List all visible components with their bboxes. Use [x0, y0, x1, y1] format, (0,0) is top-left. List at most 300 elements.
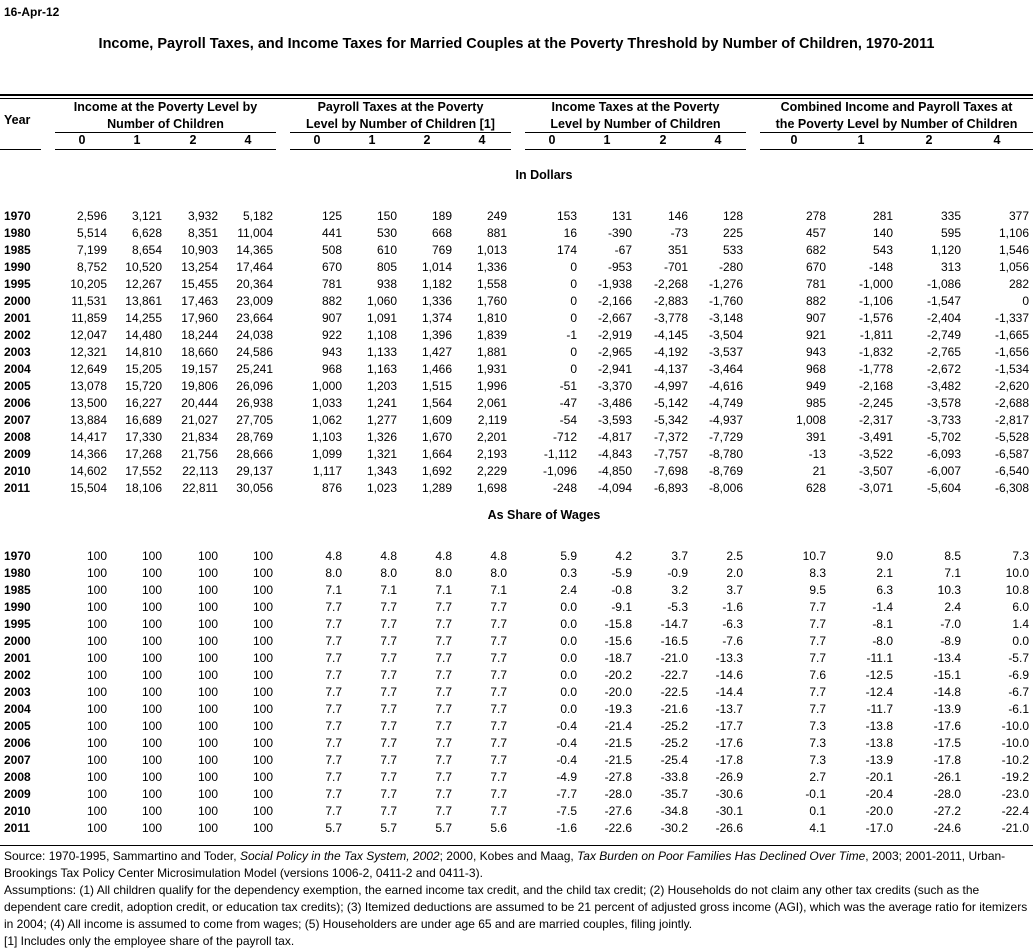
cell-value: -15.6	[604, 634, 632, 648]
cell-value: 1,336	[421, 294, 452, 308]
cell-value: -14.4	[715, 685, 743, 699]
cell-value: 2.7	[809, 770, 826, 784]
row-year: 2002	[4, 668, 31, 682]
cell-value: -2,404	[926, 311, 961, 325]
cell-value: 8.3	[809, 566, 826, 580]
cell-value: 7.7	[490, 753, 507, 767]
cell-value: 0.0	[560, 685, 577, 699]
row-year: 2010	[4, 804, 31, 818]
cell-value: 100	[197, 651, 218, 665]
cell-value: 21	[812, 464, 826, 478]
cell-value: -5.3	[667, 600, 688, 614]
cell-value: 7.7	[380, 787, 397, 801]
cell-value: 100	[141, 651, 162, 665]
cell-value: 7.7	[380, 651, 397, 665]
cell-value: 1,321	[366, 447, 397, 461]
cell-value: 100	[86, 600, 107, 614]
cell-value: -3,733	[926, 413, 961, 427]
cell-value: 6.3	[876, 583, 893, 597]
cell-value: 12,267	[125, 277, 162, 291]
table-row	[0, 736, 1033, 753]
cell-value: 14,366	[70, 447, 107, 461]
cell-value: 7.7	[325, 804, 342, 818]
cell-value: 882	[321, 294, 342, 308]
cell-value: -11.7	[866, 702, 893, 716]
cell-value: -701	[663, 260, 688, 274]
children-count-header: 4	[244, 133, 252, 147]
cell-value: 7.7	[325, 702, 342, 716]
cell-value: 968	[805, 362, 826, 376]
cell-value: 1,427	[421, 345, 452, 359]
cell-value: 0	[1022, 294, 1029, 308]
cell-value: 21,756	[181, 447, 218, 461]
cell-value: 1,760	[476, 294, 507, 308]
cell-value: 8.0	[380, 566, 397, 580]
cell-value: -7.7	[556, 787, 577, 801]
cell-value: 1,515	[421, 379, 452, 393]
table-row	[0, 651, 1033, 668]
cell-value: 1,664	[421, 447, 452, 461]
cell-value: 125	[321, 209, 342, 223]
cell-value: 100	[252, 719, 273, 733]
footnotes	[4, 848, 1029, 950]
cell-value: 249	[486, 209, 507, 223]
row-year: 2004	[4, 362, 31, 376]
table-row	[0, 396, 1033, 413]
cell-value: 7.7	[435, 685, 452, 699]
cell-value: -3,148	[708, 311, 743, 325]
cell-value: -2,245	[858, 396, 893, 410]
cell-value: 7.7	[435, 651, 452, 665]
cell-value: 4.2	[615, 549, 632, 563]
cell-value: -2,620	[994, 379, 1029, 393]
cell-value: -20.1	[865, 770, 893, 784]
cell-value: -1,547	[926, 294, 961, 308]
cell-value: 943	[805, 345, 826, 359]
group-header-line2: Level by Number of Children	[550, 117, 721, 131]
cell-value: 100	[86, 617, 107, 631]
cell-value: -6.7	[1008, 685, 1029, 699]
cell-value: 17,960	[181, 311, 218, 325]
cell-value: 0.0	[560, 668, 577, 682]
cell-value: 23,664	[236, 311, 273, 325]
cell-value: 100	[86, 719, 107, 733]
cell-value: 11,531	[71, 294, 107, 308]
cell-value: -17.6	[933, 719, 961, 733]
cell-value: 0.3	[560, 566, 577, 580]
cell-value: -25.4	[660, 753, 688, 767]
cell-value: 100	[197, 736, 218, 750]
cell-value: 7.7	[490, 804, 507, 818]
cell-value: -22.7	[660, 668, 688, 682]
cell-value: 7.3	[809, 736, 826, 750]
cell-value: 9.5	[809, 583, 826, 597]
cell-value: -6.1	[1008, 702, 1029, 716]
cell-value: -248	[552, 481, 577, 495]
cell-value: -4,937	[708, 413, 743, 427]
cell-value: -2,817	[994, 413, 1029, 427]
cell-value: -1,656	[994, 345, 1029, 359]
table-row	[0, 549, 1033, 566]
cell-value: 2.4	[560, 583, 577, 597]
group-header-0	[55, 99, 276, 133]
cell-value: 12,321	[70, 345, 107, 359]
cell-value: 2,193	[476, 447, 507, 461]
cell-value: -5,342	[653, 413, 688, 427]
cell-value: 1,466	[421, 362, 452, 376]
cell-value: -20.2	[604, 668, 632, 682]
cell-value: -4,997	[653, 379, 688, 393]
cell-value: 225	[722, 226, 743, 240]
cell-value: 7.3	[809, 753, 826, 767]
cell-value: -1	[566, 328, 577, 342]
cell-value: 100	[197, 566, 218, 580]
cell-value: 22,811	[182, 481, 218, 495]
table-row	[0, 260, 1033, 277]
cell-value: -3,578	[926, 396, 961, 410]
cell-value: -25.2	[660, 736, 688, 750]
cell-value: 1,120	[930, 243, 961, 257]
table-row	[0, 719, 1033, 736]
cell-value: 1,000	[311, 379, 342, 393]
cell-value: 5.7	[325, 821, 342, 835]
cell-value: -13.8	[865, 719, 893, 733]
row-year: 2006	[4, 736, 31, 750]
cell-value: 7.7	[490, 617, 507, 631]
cell-value: -5,702	[926, 430, 961, 444]
cell-value: 15,205	[125, 362, 162, 376]
group-header-line1: Income Taxes at the Poverty	[551, 100, 720, 114]
children-count-header: 0	[790, 133, 798, 147]
cell-value: -4,843	[597, 447, 632, 461]
cell-value: 18,106	[125, 481, 162, 495]
cell-value: -4,616	[708, 379, 743, 393]
table-row	[0, 685, 1033, 702]
cell-value: 6,628	[131, 226, 162, 240]
cell-value: -25.2	[660, 719, 688, 733]
cell-value: 7.7	[435, 634, 452, 648]
cell-value: -1,096	[542, 464, 577, 478]
cell-value: 7.1	[490, 583, 507, 597]
cell-value: -4,850	[597, 464, 632, 478]
cell-value: -17.8	[933, 753, 961, 767]
cell-value: 100	[252, 583, 273, 597]
cell-value: 100	[86, 736, 107, 750]
cell-value: 682	[805, 243, 826, 257]
cell-value: -8.9	[940, 634, 961, 648]
cell-value: 100	[141, 787, 162, 801]
cell-value: 7.7	[380, 770, 397, 784]
children-count-header: 0	[548, 133, 556, 147]
cell-value: 100	[252, 685, 273, 699]
row-year: 2010	[4, 464, 31, 478]
group-header-line2: Level by Number of Children [1]	[306, 117, 495, 131]
children-count-header: 1	[368, 133, 376, 147]
table-row	[0, 821, 1033, 838]
cell-value: 10.7	[802, 549, 826, 563]
table-row	[0, 617, 1033, 634]
cell-value: 23,009	[236, 294, 273, 308]
cell-value: 922	[321, 328, 342, 342]
table-row	[0, 702, 1033, 719]
table-row	[0, 804, 1033, 821]
cell-value: -7,372	[653, 430, 688, 444]
row-year: 1995	[4, 277, 31, 291]
cell-value: -6,308	[994, 481, 1029, 495]
cell-value: 153	[556, 209, 577, 223]
cell-value: 16,689	[125, 413, 162, 427]
cell-value: 22,113	[182, 464, 218, 478]
cell-value: 128	[722, 209, 743, 223]
cell-value: -7.6	[722, 634, 743, 648]
cell-value: 985	[805, 396, 826, 410]
cell-value: 391	[805, 430, 826, 444]
source-title-2: Tax Burden on Poor Families Has Declined Over Time	[577, 849, 866, 863]
cell-value: -54	[559, 413, 577, 427]
cell-value: 882	[805, 294, 826, 308]
cell-value: 0	[570, 362, 577, 376]
cell-value: -7,757	[653, 447, 688, 461]
cell-value: 10.3	[937, 583, 961, 597]
source-suffix: , 2003; 2001-2011, Urban-Brookings Tax Policy Center Microsimulation Model (versions 1006-2, 0411-2 and 0411-3).	[4, 849, 1006, 880]
cell-value: 100	[86, 787, 107, 801]
cell-value: -4,817	[597, 430, 632, 444]
cell-value: -20.0	[604, 685, 632, 699]
cell-value: -13.3	[715, 651, 743, 665]
cell-value: -0.4	[556, 719, 577, 733]
cell-value: 0.0	[1012, 634, 1029, 648]
cell-value: 26,096	[236, 379, 273, 393]
cell-value: -6,540	[994, 464, 1029, 478]
cell-value: 7.7	[435, 702, 452, 716]
cell-value: -27.2	[933, 804, 961, 818]
cell-value: 351	[667, 243, 688, 257]
row-year: 1995	[4, 617, 31, 631]
cell-value: 7.7	[380, 600, 397, 614]
cell-value: -23.0	[1001, 787, 1029, 801]
row-year: 2008	[4, 430, 31, 444]
cell-value: 14,480	[125, 328, 162, 342]
cell-value: -3,507	[858, 464, 893, 478]
row-year: 2011	[4, 481, 31, 495]
cell-value: -14.8	[933, 685, 961, 699]
cell-value: 7.7	[435, 668, 452, 682]
cell-value: -3,778	[653, 311, 688, 325]
cell-value: 28,666	[236, 447, 273, 461]
cell-value: -2,268	[653, 277, 688, 291]
cell-value: -20.0	[865, 804, 893, 818]
cell-value: 7.1	[380, 583, 397, 597]
cell-value: 15,504	[70, 481, 107, 495]
cell-value: 907	[805, 311, 826, 325]
cell-value: -6,093	[926, 447, 961, 461]
children-underline-0	[55, 149, 276, 150]
cell-value: -8,006	[708, 481, 743, 495]
cell-value: 100	[141, 719, 162, 733]
cell-value: 1,564	[421, 396, 452, 410]
cell-value: 7.7	[380, 753, 397, 767]
cell-value: 10,520	[125, 260, 162, 274]
cell-value: 7.7	[809, 702, 826, 716]
cell-value: 100	[141, 821, 162, 835]
cell-value: -21.5	[604, 753, 632, 767]
cell-value: 12,047	[70, 328, 107, 342]
row-year: 2000	[4, 634, 31, 648]
cell-value: -2,168	[858, 379, 893, 393]
cell-value: 100	[197, 617, 218, 631]
table-row	[0, 277, 1033, 294]
cell-value: -0.1	[805, 787, 826, 801]
cell-value: 100	[197, 702, 218, 716]
cell-value: 7.7	[325, 600, 342, 614]
cell-value: -17.5	[933, 736, 961, 750]
cell-value: 17,268	[125, 447, 162, 461]
table-row	[0, 362, 1033, 379]
cell-value: -3,593	[597, 413, 632, 427]
cell-value: -12.5	[865, 668, 893, 682]
cell-value: -19.3	[604, 702, 632, 716]
cell-value: 1,609	[421, 413, 452, 427]
cell-value: 2,229	[476, 464, 507, 478]
cell-value: 7.7	[809, 685, 826, 699]
cell-value: -16.5	[660, 634, 688, 648]
cell-value: 150	[376, 209, 397, 223]
cell-value: 1,698	[476, 481, 507, 495]
cell-value: 441	[321, 226, 342, 240]
cell-value: -1,760	[708, 294, 743, 308]
cell-value: -27.8	[604, 770, 632, 784]
cell-value: -6,587	[994, 447, 1029, 461]
cell-value: 7.7	[325, 617, 342, 631]
cell-value: 1,117	[312, 464, 342, 478]
cell-value: -13	[808, 447, 826, 461]
table-row	[0, 566, 1033, 583]
cell-value: 13,884	[70, 413, 107, 427]
source-title-1: Social Policy in the Tax System, 2002	[239, 849, 440, 863]
cell-value: 7.7	[435, 787, 452, 801]
cell-value: 7.7	[380, 719, 397, 733]
cell-value: -0.8	[611, 583, 632, 597]
table-row	[0, 634, 1033, 651]
cell-value: 8.0	[490, 566, 507, 580]
cell-value: 938	[376, 277, 397, 291]
cell-value: 313	[940, 260, 961, 274]
cell-value: -73	[670, 226, 688, 240]
row-year: 2007	[4, 753, 31, 767]
cell-value: 100	[86, 685, 107, 699]
cell-value: 278	[805, 209, 826, 223]
cell-value: 1,106	[998, 226, 1029, 240]
cell-value: 100	[197, 821, 218, 835]
cell-value: -8,769	[708, 464, 743, 478]
cell-value: 100	[141, 600, 162, 614]
cell-value: 7.7	[490, 634, 507, 648]
cell-value: 8,654	[131, 243, 162, 257]
cell-value: 7.7	[435, 736, 452, 750]
cell-value: 1,241	[366, 396, 397, 410]
cell-value: 530	[376, 226, 397, 240]
cell-value: -3,486	[597, 396, 632, 410]
cell-value: 670	[321, 260, 342, 274]
cell-value: 17,463	[181, 294, 218, 308]
cell-value: 100	[252, 753, 273, 767]
source-mid: ; 2000, Kobes and Maag,	[439, 849, 578, 863]
cell-value: 1,062	[311, 413, 342, 427]
row-year: 2000	[4, 294, 31, 308]
cell-value: 7.7	[380, 736, 397, 750]
cell-value: -14.7	[660, 617, 688, 631]
cell-value: -7.0	[940, 617, 961, 631]
cell-value: 100	[252, 651, 273, 665]
cell-value: 3.7	[671, 549, 688, 563]
table-row	[0, 209, 1033, 226]
cell-value: 7.7	[325, 787, 342, 801]
row-year: 2011	[4, 821, 31, 835]
cell-value: 4.8	[490, 549, 507, 563]
cell-value: 1,023	[366, 481, 397, 495]
cell-value: -7,729	[708, 430, 743, 444]
cell-value: 7.7	[490, 719, 507, 733]
children-count-header: 2	[189, 133, 197, 147]
cell-value: 19,157	[181, 362, 218, 376]
cell-value: 1,013	[476, 243, 507, 257]
cell-value: 7.1	[944, 566, 961, 580]
cell-value: 146	[667, 209, 688, 223]
cell-value: 7,199	[76, 243, 107, 257]
group-header-line1: Combined Income and Payroll Taxes at	[780, 100, 1013, 114]
cell-value: -34.8	[660, 804, 688, 818]
cell-value: 100	[141, 702, 162, 716]
cell-value: 1,336	[476, 260, 507, 274]
cell-value: 8.0	[325, 566, 342, 580]
table-row	[0, 668, 1033, 685]
cell-value: 7.7	[490, 651, 507, 665]
cell-value: -8.0	[872, 634, 893, 648]
cell-value: -4.9	[556, 770, 577, 784]
section-label: As Share of Wages	[487, 508, 601, 522]
cell-value: 100	[197, 787, 218, 801]
row-year: 1990	[4, 600, 31, 614]
cell-value: -2,166	[597, 294, 632, 308]
cell-value: 100	[197, 753, 218, 767]
cell-value: -1,086	[926, 277, 961, 291]
assumptions-note: Assumptions: (1) All children qualify for the dependency exemption, the earned income tax credit, and the child tax credit; (2) Households do not claim any other tax credits (such as the dependent care credit, adoption credit, or education tax credits); (3) Itemized deductions are assumed to be 21 percent of adjusted gross income (AGI), which was the average ratio for itemizers in 2004; (4) All income is assumed to come from wages; (5) Householders are under age 65 and are married couples, filing jointly.	[4, 883, 1028, 931]
cell-value: 7.7	[380, 668, 397, 682]
cell-value: -4,192	[653, 345, 688, 359]
cell-value: 7.7	[435, 770, 452, 784]
cell-value: 7.1	[435, 583, 452, 597]
cell-value: 100	[252, 634, 273, 648]
cell-value: 769	[431, 243, 452, 257]
cell-value: 1,289	[421, 481, 452, 495]
cell-value: 7.7	[490, 600, 507, 614]
cell-value: -1,832	[858, 345, 893, 359]
cell-value: 805	[376, 260, 397, 274]
cell-value: 16	[563, 226, 577, 240]
cell-value: 8.0	[435, 566, 452, 580]
cell-value: -26.9	[715, 770, 743, 784]
cell-value: 14,417	[70, 430, 107, 444]
cell-value: 7.7	[380, 685, 397, 699]
table-row	[0, 379, 1033, 396]
table-row	[0, 600, 1033, 617]
cell-value: 4.8	[435, 549, 452, 563]
cell-value: -21.0	[660, 651, 688, 665]
cell-value: 10,205	[70, 277, 107, 291]
row-year: 2005	[4, 719, 31, 733]
bottom-rule	[0, 845, 1033, 846]
row-year: 2009	[4, 787, 31, 801]
